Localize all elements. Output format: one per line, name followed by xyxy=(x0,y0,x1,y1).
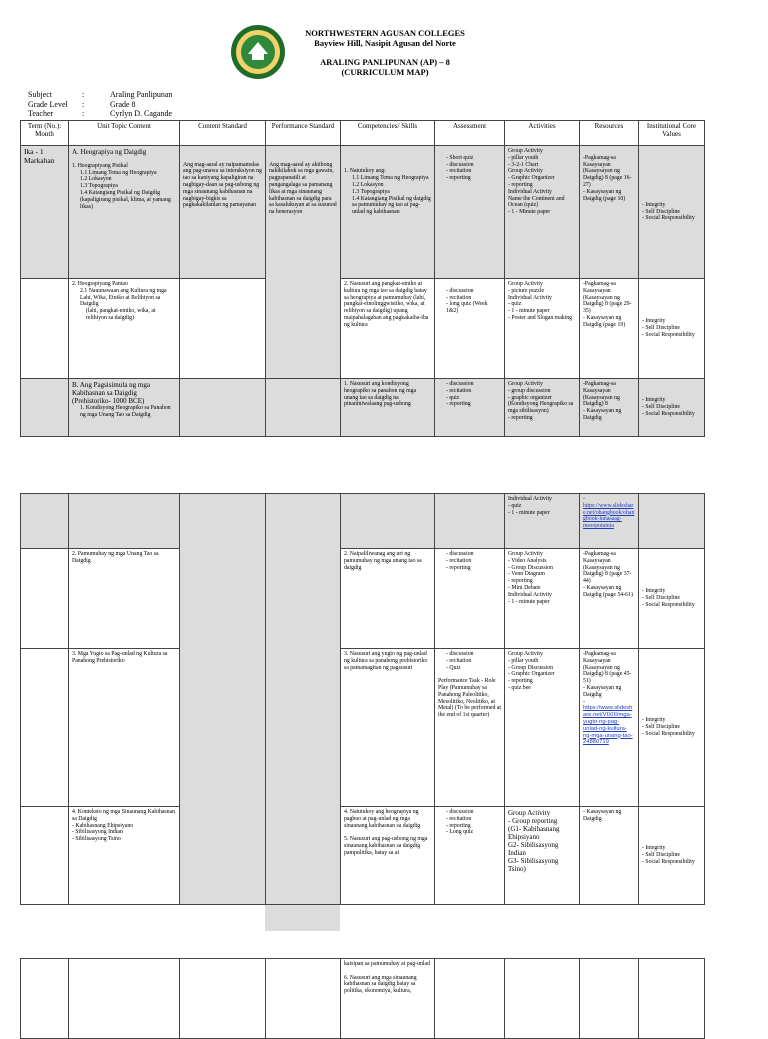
activities-cell xyxy=(505,279,580,379)
assessment-item: - long quiz (Week 1&2) xyxy=(446,301,488,315)
value-item: - Integrity xyxy=(642,717,666,724)
activity-item: - graphic organizer (Kondisyong Heograpiko sa mga sibilisasyon) xyxy=(508,394,574,415)
value-item: - Integrity xyxy=(642,397,666,404)
resource-dash: - xyxy=(583,698,585,705)
activity-item: Individual Activity xyxy=(508,188,552,195)
table-row xyxy=(21,649,705,807)
activity-item: - 1 - Minute paper xyxy=(508,209,551,216)
activity-item: - pillar youth xyxy=(508,657,539,664)
values-cell xyxy=(639,649,705,807)
table-row xyxy=(21,959,705,1039)
col-resources: Resources xyxy=(580,121,639,146)
topic-item: 1.2 Lokasyon xyxy=(80,176,112,183)
activity-item: - reporting xyxy=(508,578,533,585)
resource-item: - Kasaysayan ng Daigdig xyxy=(583,408,622,421)
competencies-cell xyxy=(341,494,435,549)
month-cell xyxy=(21,649,69,807)
table-row xyxy=(21,146,705,279)
activity-item: - Video Analysis xyxy=(508,557,547,564)
topic-title: A. Heograpiya ng Daigdig xyxy=(72,148,147,156)
value-item: - Self Discipline xyxy=(642,595,680,602)
shaded-gap-block xyxy=(265,905,340,931)
topic-item: 1.4 Katangiang Pisikal ng Daigdig (kapaligirang pisikal, klima, at yamang likas) xyxy=(80,189,171,210)
values-cell xyxy=(639,807,705,905)
assessment-item: - discussion xyxy=(446,651,474,657)
topic-cell xyxy=(69,549,180,649)
assessment-item: - discussion xyxy=(446,287,474,294)
activity-item: - Venn Diagram xyxy=(508,571,545,578)
resources-cell xyxy=(580,959,639,1039)
assessment-item: - reporting xyxy=(446,401,471,408)
topic-cell xyxy=(69,807,180,905)
resource-item: - Kasaysayan ng Daigdig (page 10) xyxy=(583,188,626,202)
topic-item: 2. Heograpiyang Pantao xyxy=(72,281,128,287)
competencies-cell xyxy=(341,959,435,1039)
school-address: Bayview Hill, Nasipit Agusan del Norte xyxy=(314,38,456,48)
col-values: Institutional Core Values xyxy=(639,121,705,146)
competency-text: kaisipan sa pamumuhay at pag-unlad xyxy=(344,961,430,967)
month-cell xyxy=(21,494,69,549)
activity-item: - Graphic Organizer xyxy=(508,175,555,182)
assessment-item: - recitation xyxy=(446,387,472,394)
activity-item: - pillar youth xyxy=(508,154,539,161)
table-row xyxy=(21,494,705,549)
resources-cell xyxy=(580,279,639,379)
map-title: (CURRICULUM MAP) xyxy=(341,67,429,77)
table-row xyxy=(21,379,705,437)
activity-item: Group Activity xyxy=(508,809,551,817)
resource-dash: - xyxy=(583,496,585,502)
month-cell xyxy=(21,379,69,437)
activity-item: - reporting xyxy=(508,414,533,421)
activity-item: Individual Activity xyxy=(508,294,552,301)
topic-item: 1.3 Topograpiya xyxy=(80,183,118,190)
activity-item: Individual Activity xyxy=(508,496,552,502)
month-cell: Ika - 1 Markahan xyxy=(21,146,69,279)
activities-cell xyxy=(505,494,580,549)
competency-text: 6. Nasusuri ang mga sinaunang kabihasnan sa daigdig batay sa politika, ekonomiya, kultura, xyxy=(344,974,417,995)
value-item: - Social Responsibility xyxy=(642,601,695,608)
competency-text: 2. Naipaliliwanag ang uri ng pamumuhay ng mga unang tao sa daigdig xyxy=(344,551,422,571)
assessment-item: - discussion xyxy=(446,809,474,815)
value-item: - Integrity xyxy=(642,845,666,852)
values-cell xyxy=(639,279,705,379)
activity-item: - reporting xyxy=(508,678,533,685)
competencies-cell xyxy=(341,549,435,649)
meta-info xyxy=(28,90,172,119)
activity-item: - quiz xyxy=(508,301,522,308)
performance-standard-cell xyxy=(266,959,341,1039)
colon: : xyxy=(82,99,85,109)
subject-label: Subject xyxy=(28,90,52,99)
performance-task: Performance Task - Role Play (Pamumuhay sa Panahong Paleolitiko, Mesolitiko, Neolitiko, at Metal) (To be performed at the end of 1st quarter) xyxy=(438,678,502,719)
assessment-cell xyxy=(435,146,505,279)
assessment-cell xyxy=(435,807,505,905)
competency-text: 3. Nasusuri ang yugto ng pag-unlad ng kultura sa panahong prehistoriko sa pamamagitan ng pagsusuri xyxy=(344,651,428,671)
topic-cell xyxy=(69,959,180,1039)
activity-item: Group Activity xyxy=(508,168,543,175)
col-performance-standard: Performance Standard xyxy=(266,121,341,146)
assessment-item: - Quiz xyxy=(446,664,461,671)
assessment-cell xyxy=(435,279,505,379)
value-item: - Self Discipline xyxy=(642,208,680,215)
grade-label: Grade Level xyxy=(28,99,68,109)
teacher-label: Teacher xyxy=(28,109,54,119)
resources-cell xyxy=(580,146,639,279)
activity-item: - Graphic Organizer xyxy=(508,671,555,678)
activity-item: Group Activity xyxy=(508,651,543,657)
activities-cell xyxy=(505,959,580,1039)
values-cell xyxy=(639,549,705,649)
topic-cell xyxy=(69,649,180,807)
activity-item: - picture puzzle xyxy=(508,287,545,294)
assessment-cell xyxy=(435,959,505,1039)
competency-text: 5. Nasusuri ang pag-usbong ng mga sinaunang kabihasnan sa daigdig pampulitika, batay sa at xyxy=(344,836,428,856)
content-standard-cell xyxy=(180,494,266,905)
competency-text: 4. Natutukoy ang heograpiya ng pagbuo at pag-unlad ng mga sinaunang kabihasnan sa daigdig xyxy=(344,809,421,829)
curriculum-table-1 xyxy=(20,120,705,437)
assessment-item: - reporting xyxy=(446,175,471,182)
col-assessment: Assessment xyxy=(435,121,505,146)
value-item: - Social Responsibility xyxy=(642,730,695,737)
colon: : xyxy=(82,90,85,99)
competencies-cell xyxy=(341,279,435,379)
subject-value: Araling Panlipunan xyxy=(110,90,173,99)
content-standard-cell xyxy=(180,379,266,437)
assessment-cell xyxy=(435,549,505,649)
month-cell xyxy=(21,279,69,379)
resource-item: -Pagkamag-sa Kasaysayan (Kasaysayan ng Daigdig) 8 (page 16-27) xyxy=(583,154,632,188)
content-standard-cell xyxy=(180,279,266,379)
curriculum-table-3 xyxy=(20,958,705,1039)
activity-item: G2- Sibilisasyong Indian xyxy=(508,841,559,857)
topic-title: B. Ang Pagsisimula ng mga Kabihasnan sa Daigdig (Prehistoriko- 1000 BCE) xyxy=(72,381,150,405)
content-standard-text: Ang mag-aaral ay naipamamalas ang pag-unawa sa interaksiyon ng tao sa kaniyang kapaligiran na nagbigay-daan sa pag-usbong ng mga sinaunang kabihasnan na nagbigay-bigkis sa pagkakakilanlan ng pamayanan xyxy=(183,161,262,209)
resource-item: -Pagkamag-sa Kasaysayan (Kasaysayan ng Daigdig) 8 (page 45-51) xyxy=(583,651,632,685)
activity-item: Group Activity xyxy=(508,551,543,557)
competency-text: 2. Nasusuri ang pangkat-etniko at kultura ng mga tao sa daigdig batay sa heograpiya at pamumuhay (lahi, pangkat-etnolinggwistiko, wika, at relihiyon sa daigdig) upang maipahalagahan ang pagkakaiba-iba ng kultura xyxy=(344,281,429,328)
topic-item: 1. Kondisyong Heograpiko sa Panahon ng mga Unang Tao sa Daigdig xyxy=(80,405,171,418)
school-name: NORTHWESTERN AGUSAN COLLEGES xyxy=(305,28,465,38)
col-competencies: Competencies/ Skills xyxy=(341,121,435,146)
table-row xyxy=(21,279,705,379)
activity-item: Name the Continent and Ocean (quiz) xyxy=(508,195,565,209)
activities-cell xyxy=(505,549,580,649)
value-item: - Social Responsibility xyxy=(642,215,695,222)
assessment-item: - recitation xyxy=(446,815,472,822)
competency-text: 1. Nasusuri ang kondisyong heograpiko sa panahon ng mga unang tao sa daigdig na pinaniniwalaang pag-usbong xyxy=(344,381,417,408)
assessment-item: - recitation xyxy=(446,294,472,301)
value-item: - Integrity xyxy=(642,588,666,595)
topic-item: - Kabihasnang Ehipsiyano xyxy=(72,822,134,829)
table-header-row xyxy=(21,121,705,146)
month-cell xyxy=(21,959,69,1039)
assessment-item: - discussion xyxy=(446,551,474,557)
value-item: - Self Discipline xyxy=(642,404,680,411)
topic-cell xyxy=(69,379,180,437)
activity-item: - Poster and Slogan making xyxy=(508,314,573,321)
col-term: Term (No.): Month xyxy=(21,121,69,146)
assessment-item: - reporting xyxy=(446,564,471,571)
competencies-cell xyxy=(341,379,435,437)
value-item: - Social Responsibility xyxy=(642,858,695,865)
topic-cell xyxy=(69,494,180,549)
resource-link[interactable]: https://www.slideshare.net/VIXIII/mga-yugto-ng-pag-unlad-ng-kultura-ng-mga-unang-tao-24880719 xyxy=(583,705,633,746)
col-content-standard: Content Standard xyxy=(180,121,266,146)
performance-standard-text: Ang mag-aaral ay aktibong nakikilahok sa mga gawain, pagpapanatili at pangangalaga sa pamanang likas at mga sinaunang kabihasnan sa daigdig para sa kasalukuyan at sa susunod na henerasyon xyxy=(269,161,337,216)
activity-item: - Mini Debate xyxy=(508,584,541,591)
competency-item: 1.2 Lokasyon xyxy=(352,181,384,188)
assessment-item: - recitation xyxy=(446,168,472,175)
performance-standard-cell xyxy=(266,146,341,379)
topic-item: - Sibilisasyong Indian xyxy=(72,829,123,836)
topic-item: 1.1 Limang Tema ng Heograpiya xyxy=(80,169,157,176)
content-standard-cell xyxy=(180,959,266,1039)
activity-item: - 1 - minute paper xyxy=(508,509,550,516)
resource-item: - Kasaysayan ng Daigdig (page 19) xyxy=(583,314,626,328)
assessment-item: - Long quiz xyxy=(446,829,474,836)
activity-item: - quiz bee xyxy=(508,684,531,691)
resource-item: - Kasaysayan ng Daigdig (page 54-61) xyxy=(583,584,633,598)
activity-item: - Group reporting xyxy=(508,817,558,825)
performance-standard-cell xyxy=(266,379,341,437)
resource-item: -Pagkamag-sa Kasaysayan (Kasaysayan ng Daigdig) 8 (page 37-44) xyxy=(583,551,632,585)
resource-link[interactable]: https://www.slideshare.net/ohangbook/ohangbook-lunasaag-mesopotamia xyxy=(583,502,635,530)
activity-item: - group discussion xyxy=(508,387,551,394)
activity-item: - quiz xyxy=(508,502,522,509)
values-cell xyxy=(639,494,705,549)
competencies-cell xyxy=(341,649,435,807)
resource-item: - Kasaysayan ng Daigdig xyxy=(583,809,622,822)
topic-item: 1. Heograpiyang Pisikal xyxy=(72,162,128,169)
resource-item: -Pagkamag-sa Kasaysayan (Kasaysayan ng Daigdig) 8 xyxy=(583,381,620,408)
assessment-item: - recitation xyxy=(446,557,472,564)
values-cell xyxy=(639,379,705,437)
activity-item: - 1 - minute paper xyxy=(508,308,550,315)
performance-standard-cell xyxy=(266,494,341,905)
resources-cell xyxy=(580,549,639,649)
topic-item: - Sibilisasyong Tsino xyxy=(72,836,121,843)
grade-value: Grade 8 xyxy=(110,99,136,109)
resources-cell xyxy=(580,649,639,807)
assessment-item: - quiz xyxy=(446,394,460,401)
colon: : xyxy=(82,109,85,119)
activities-cell xyxy=(505,807,580,905)
value-item: - Social Responsibility xyxy=(642,331,695,338)
competency-item: 1.4 Katangiang Pisikal ng daigdig sa pamumuhay ng tao at pag-unlad ng kabihasnan xyxy=(352,195,431,216)
activity-item: Group Activity xyxy=(508,381,543,387)
teacher-value: Cyrlyn D. Cagande xyxy=(110,109,172,119)
topic-text: 2. Pamumuhay ng mga Unang Tao sa Daigdig xyxy=(72,551,159,564)
assessment-item: - recitation xyxy=(446,657,472,664)
competency-item: 1. Natutukoy ang: xyxy=(344,168,386,175)
activities-cell xyxy=(505,146,580,279)
activity-item: Individual Activity xyxy=(508,591,552,598)
topic-text: 3. Mga Yugto sa Pag-unlad ng Kultura sa Panahong Prehistoriko xyxy=(72,651,168,664)
values-cell xyxy=(639,959,705,1039)
col-activities: Activities xyxy=(505,121,580,146)
month-cell xyxy=(21,549,69,649)
resources-cell xyxy=(580,379,639,437)
topic-item: (lahi, pangkat-etniko, wika, at relihiyon sa daigdig) xyxy=(86,308,156,321)
activity-item: Group Activity xyxy=(508,281,543,287)
table-row xyxy=(21,807,705,905)
assessment-item: - discussion xyxy=(446,161,474,168)
month-cell xyxy=(21,807,69,905)
resource-item: - Kasaysayan ng Daigdig xyxy=(583,684,622,698)
topic-cell xyxy=(69,146,180,279)
activity-item: - Group Discussion xyxy=(508,664,554,671)
col-topic: Unit Topic Content xyxy=(69,121,180,146)
value-item: - Integrity xyxy=(642,201,666,208)
activity-item: (G1- Kabihasnang Ehipsiyano xyxy=(508,825,560,841)
value-item: - Self Discipline xyxy=(642,724,680,731)
resources-cell xyxy=(580,494,639,549)
assessment-item: - discussion xyxy=(446,381,474,387)
subject-title: ARALING PANLIPUNAN (AP) – 8 xyxy=(320,57,450,67)
topic-cell xyxy=(69,279,180,379)
topic-title: 4. Konteksto ng mga Sinaunang Kabihasnan sa Daigdig xyxy=(72,809,176,822)
values-cell xyxy=(639,146,705,279)
table-row xyxy=(21,549,705,649)
activity-item: G3- Sibilisasyong Tsino) xyxy=(508,857,559,873)
competency-item: 1.1 Limang Tema ng Heograpiya xyxy=(352,175,429,182)
assessment-cell xyxy=(435,494,505,549)
value-item: - Self Discipline xyxy=(642,325,680,332)
curriculum-table-2 xyxy=(20,493,705,905)
activity-item: - reporting xyxy=(508,181,533,188)
activity-item: - 1 - minute paper xyxy=(508,598,550,605)
value-item: - Integrity xyxy=(642,318,666,325)
activities-cell xyxy=(505,649,580,807)
value-item: - Self Discipline xyxy=(642,852,680,859)
value-item: - Social Responsibility xyxy=(642,410,695,417)
assessment-cell xyxy=(435,649,505,807)
assessment-item: - reporting xyxy=(446,822,471,829)
topic-item: 2.1 Nauunawaan ang Kultura ng mga Lahi, Wika, Etniko at Relihiyon sa Daigdig xyxy=(80,287,167,308)
competencies-cell xyxy=(341,146,435,279)
assessment-cell xyxy=(435,379,505,437)
activity-item: - Group Discussion xyxy=(508,564,554,571)
assessment-item: - Short quiz xyxy=(446,154,474,161)
competency-item: 1.3 Topograpiya xyxy=(352,188,390,195)
resource-item: -Pagkamag-sa Kasaysayan (Kasaysayan ng Daigdig) 8 (page 29-35) xyxy=(583,281,632,315)
content-standard-cell xyxy=(180,146,266,279)
activity-item: - 3-2-1 Chart xyxy=(508,161,539,168)
activities-cell xyxy=(505,379,580,437)
competencies-cell xyxy=(341,807,435,905)
activity-item: Group Activity xyxy=(508,148,543,154)
resources-cell xyxy=(580,807,639,905)
